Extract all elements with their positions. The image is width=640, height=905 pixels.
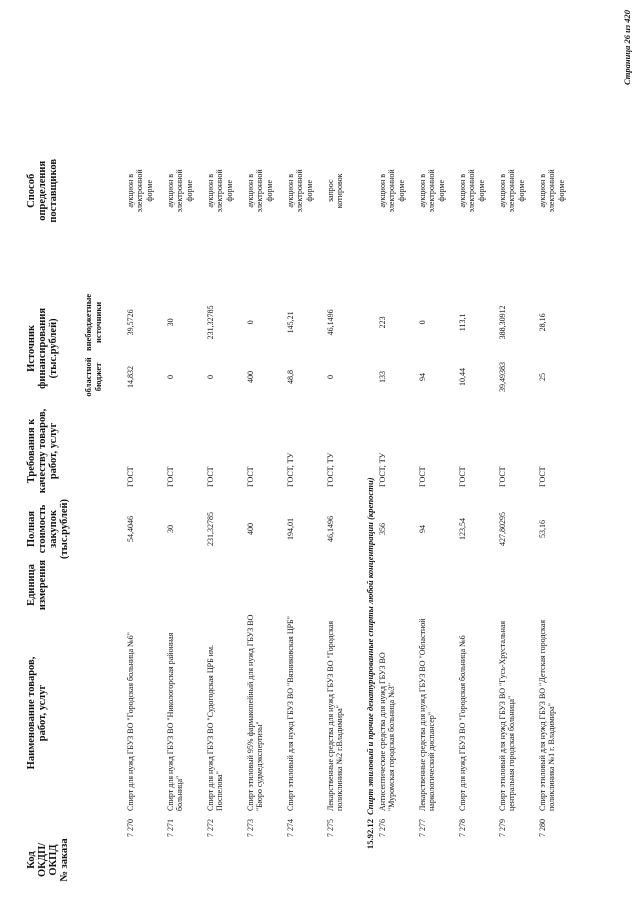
row-requirements: ГОСТ [418, 466, 427, 487]
row-extrabudget: 223 [378, 316, 387, 329]
row-code: 7 279 [498, 819, 507, 837]
row-unit [126, 559, 166, 611]
row-requirements: ГОСТ, ТУ [326, 452, 335, 487]
row-name: Спирт этиловый для нужд ГБУЗ ВО "Вязниковская ЦРБ" [286, 616, 295, 811]
header-code-line: № заказа [59, 838, 70, 882]
row-name: Антисептические средства для нужд ГБУЗ ВО "Муромская городская больница №3" [378, 652, 397, 811]
header-method-line: поставщиков [48, 158, 59, 223]
method-line: форме [184, 179, 194, 202]
method-line: котировок [335, 173, 345, 209]
row-unit [378, 559, 418, 611]
header-method [0, 156, 84, 226]
row-spacer [206, 226, 246, 294]
table-header [0, 156, 84, 905]
row-regional: 48,8 [286, 369, 295, 384]
header-cost-line: (тыс.рублей) [59, 498, 70, 559]
row-name: Спирт для нужд ГБУЗ ВО "Судогодская ЦРБ им. Поспелова" [206, 644, 225, 811]
row-cost: 356 [378, 522, 387, 535]
method-line: электронной [295, 169, 305, 213]
method-line: электронной [387, 169, 397, 213]
table-subheader [84, 156, 126, 905]
subheader-line: внебюджетные [83, 293, 93, 351]
row-method [458, 156, 498, 226]
method-line: электронной [175, 169, 185, 213]
method-line: аукцион в [498, 173, 507, 208]
subheader-extrabudget [84, 294, 126, 351]
row-unit [326, 559, 366, 611]
table-row [166, 156, 206, 905]
header-code-line: ОКДП/ [37, 842, 48, 878]
method-line: форме [144, 179, 154, 202]
row-cost: 53,16 [538, 519, 547, 538]
table-row [458, 156, 498, 905]
row-code: 7 276 [378, 819, 387, 837]
method-line: форме [264, 179, 274, 202]
row-spacer [538, 226, 578, 294]
table-row [246, 156, 286, 905]
row-cost: 30 [166, 524, 175, 533]
header-req-line: качеству товаров, [37, 408, 48, 494]
row-method [206, 156, 246, 226]
row-name: Спирт для нужд ГБУЗ ВО "Городская больница №6 [458, 635, 467, 811]
header-name-line: Наименование товаров, [26, 656, 37, 770]
method-line: электронной [215, 169, 225, 213]
row-name: Спирт этиловый для нужд ГБУЗ ВО "Гусь-Хрустальная центральная городская больница" [498, 620, 517, 811]
row-spacer [166, 226, 206, 294]
row-extrabudget: 388,30912 [498, 305, 507, 340]
method-line: форме [304, 179, 314, 202]
row-name: Спирт для нужд ГБУЗ ВО "Городская больница №6" [126, 632, 135, 811]
method-line: аукцион в [166, 173, 175, 208]
row-extrabudget: 231,32785 [206, 305, 215, 340]
method-line: форме [516, 179, 526, 202]
method-line: электронной [507, 169, 517, 213]
row-requirements: ГОСТ [206, 466, 215, 487]
header-cost [0, 499, 84, 559]
row-unit [166, 559, 206, 611]
row-code: 7 270 [126, 819, 135, 837]
row-name: Спирт для нужд ГБУЗ ВО "Никологорская районная больница" [166, 632, 185, 811]
header-source-line: (тыс.рублей) [48, 318, 59, 379]
header-method-line: Способ [26, 173, 37, 208]
header-cost-line: стоимость [37, 504, 48, 554]
header-source-line: финансирования [37, 307, 48, 389]
row-requirements: ГОСТ [538, 466, 547, 487]
row-code: 7 280 [538, 819, 547, 837]
row-regional: 25 [538, 372, 547, 381]
row-extrabudget: 113,1 [458, 313, 467, 332]
row-regional: 400 [246, 370, 255, 383]
row-regional: 0 [166, 374, 175, 379]
row-cost: 194,01 [286, 517, 295, 540]
subheader-line: источники [92, 301, 103, 343]
row-regional: 39,49383 [498, 361, 507, 392]
row-spacer [326, 226, 366, 294]
row-regional: 0 [326, 374, 335, 379]
row-requirements: ГОСТ [498, 466, 507, 487]
row-regional: 133 [378, 370, 387, 383]
header-req-line: работ, услуг [48, 422, 59, 480]
row-extrabudget: 46,1496 [326, 309, 335, 336]
row-cost: 427,80295 [498, 511, 507, 546]
row-method [326, 156, 366, 226]
header-method-line: определения [37, 160, 48, 221]
row-code: 7 274 [286, 819, 295, 837]
row-code: 7 273 [246, 819, 255, 837]
row-spacer [246, 226, 286, 294]
method-line: аукцион в [286, 173, 295, 208]
method-line: электронной [135, 169, 145, 213]
row-unit [246, 559, 286, 611]
row-regional: 10,44 [458, 367, 467, 386]
row-extrabudget: 30 [166, 318, 175, 327]
header-name-line: работ, услуг [37, 684, 48, 742]
header-code [0, 815, 84, 905]
method-line: аукцион в [246, 173, 255, 208]
row-method [126, 156, 166, 226]
row-unit [286, 559, 326, 611]
row-extrabudget: 145,21 [286, 311, 295, 334]
row-requirements: ГОСТ, ТУ [378, 452, 387, 487]
row-requirements: ГОСТ [126, 466, 135, 487]
row-name: Спирт этиловый 95% фармакопейный для нужд ГБУЗ ВО "Бюро судмедэкспертизы" [246, 614, 265, 811]
table-row [418, 156, 458, 905]
row-extrabudget: 28,16 [538, 313, 547, 332]
header-code-line: ОКПД [48, 844, 59, 876]
row-code: 7 277 [418, 819, 427, 837]
header-unit-line: Единица [26, 564, 37, 606]
row-extrabudget: 0 [246, 320, 255, 325]
method-line: форме [556, 179, 566, 202]
method-line: форме [436, 179, 446, 202]
method-line: электронной [467, 169, 477, 213]
header-unit-line: измерения [37, 559, 48, 611]
row-spacer [498, 226, 538, 294]
header-req-line: Требования к [26, 418, 37, 484]
row-spacer [458, 226, 498, 294]
table-row [538, 156, 578, 905]
row-extrabudget: 0 [418, 320, 427, 325]
method-line: аукцион в [458, 173, 467, 208]
row-cost: 46,1496 [326, 515, 335, 542]
row-requirements: ГОСТ, ТУ [286, 452, 295, 487]
header-code-line: Код [26, 851, 37, 869]
method-line: форме [476, 179, 486, 202]
method-line: запрос [326, 179, 335, 203]
group-title: Спирт этиловый и прочие денатурированные спирты любой концентрации (крепости) [365, 477, 375, 815]
row-unit [538, 559, 578, 611]
method-line: электронной [427, 169, 437, 213]
row-code: 7 275 [326, 819, 335, 837]
table-row [206, 156, 246, 905]
row-regional: 94 [418, 372, 427, 381]
row-spacer [126, 226, 166, 294]
method-line: форме [224, 179, 234, 202]
header-name [0, 611, 84, 815]
subheader-line: бюджет [92, 362, 103, 392]
row-name: Спирт этиловый для нужд ГБУЗ ВО "Детская городская поликлиника №1 г. Владимира" [538, 619, 557, 811]
table-row [326, 156, 366, 905]
row-unit [206, 559, 246, 611]
header-unit [0, 559, 84, 611]
row-method [246, 156, 286, 226]
group-heading-row [366, 156, 378, 905]
procurement-table [0, 156, 578, 905]
row-method [538, 156, 578, 226]
row-regional: 0 [206, 374, 215, 379]
row-spacer [418, 226, 458, 294]
row-spacer [378, 226, 418, 294]
table-row [498, 156, 538, 905]
header-requirements [0, 403, 84, 499]
method-line: аукцион в [418, 173, 427, 208]
row-requirements: ГОСТ [166, 466, 175, 487]
method-line: аукцион в [126, 173, 135, 208]
row-method [378, 156, 418, 226]
row-extrabudget: 39,5726 [126, 309, 135, 336]
row-spacer [286, 226, 326, 294]
row-unit [458, 559, 498, 611]
table-row [378, 156, 418, 905]
group-code: 15.92.12 [365, 819, 375, 850]
row-cost: 54,4046 [126, 515, 135, 542]
row-cost: 400 [246, 522, 255, 535]
row-code: 7 271 [166, 819, 175, 837]
subheader-line: областной [83, 357, 93, 397]
row-cost: 123,54 [458, 517, 467, 540]
row-name: Лекарственные средства для нужд ГБУЗ ВО "Городская поликлиника №2 г.Владимира" [326, 620, 345, 811]
row-method [418, 156, 458, 226]
row-requirements: ГОСТ [246, 466, 255, 487]
header-source [0, 294, 84, 403]
table-row [126, 156, 166, 905]
method-line: аукцион в [378, 173, 387, 208]
method-line: электронной [255, 169, 265, 213]
subheader-regional-budget [84, 351, 126, 403]
header-cost-line: закупок [48, 509, 59, 548]
row-method [166, 156, 206, 226]
method-line: форме [396, 179, 406, 202]
row-name: Лекарственные средства для нужд ГБУЗ ВО "Областной наркологический диспансер" [418, 618, 437, 811]
row-requirements: ГОСТ [458, 466, 467, 487]
method-line: электронной [547, 169, 557, 213]
row-method [286, 156, 326, 226]
header-cost-line: Полная [26, 510, 37, 548]
row-regional: 14,832 [126, 365, 135, 388]
row-code: 7 272 [206, 819, 215, 837]
table-row [286, 156, 326, 905]
row-code: 7 278 [458, 819, 467, 837]
method-line: аукцион в [206, 173, 215, 208]
header-source-line: Источник [26, 324, 37, 372]
method-line: аукцион в [538, 173, 547, 208]
row-unit [418, 559, 458, 611]
page-number: Страница 26 из 420 [622, 10, 632, 85]
row-cost: 94 [418, 524, 427, 533]
row-cost: 231,32785 [206, 511, 215, 546]
row-method [498, 156, 538, 226]
row-unit [498, 559, 538, 611]
